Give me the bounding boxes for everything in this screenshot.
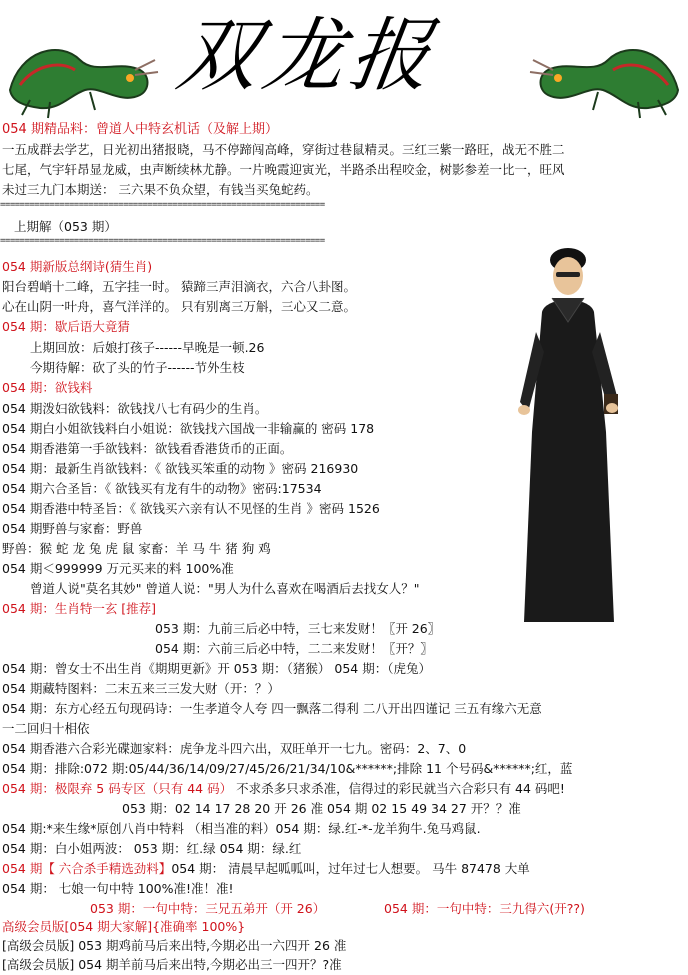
limit-line	[2, 779, 565, 799]
zodiac-prev: 053 期：九前三后必中特，三七来发财！〖开 26〗	[155, 621, 441, 636]
killer-title: 054 期【 六合杀手精选劲料】	[2, 861, 172, 876]
dragon-right-illustration	[528, 30, 688, 120]
riddle-current: 今期待解：砍了头的竹子------节外生枝	[30, 360, 245, 375]
beasts-title: 054 期野兽与家畜：野兽	[2, 521, 143, 536]
newspaper-title: 双龙报	[171, 9, 443, 102]
zodiac-current: 054 期：六前三后必中特，二二来发财！〖开？〗	[155, 641, 433, 656]
disc-line: 054 期香港六合彩光碟迦家料：虎争龙斗四六出，双旺单开一七九。密码：2、7、0	[2, 741, 467, 756]
wish-line: 054 期六合圣旨：《 欲钱买有龙有牛的动物》密码:17534	[2, 481, 322, 496]
one-phrase-prev: 053 期：一句中特：三兄五弟开（开 26）	[90, 901, 326, 916]
wish-line: 054 期白小姐欲钱料白小姐说：欲钱找六国战一非输赢的 密码 178	[2, 421, 375, 436]
masthead	[0, 0, 688, 122]
wish-line: 054 期香港第一手欲钱料：欲钱看香港货币的正面。	[2, 441, 293, 456]
exclude-line: 054 期：排除:072 期:05/44/36/14/09/27/45/26/21/34/10&******;排除 11 个号码&******;红，蓝	[2, 761, 573, 776]
separator-line: ==================================================================	[0, 200, 325, 210]
one-phrase-current: 054 期：一句中特：三九得六(开??)	[384, 901, 585, 916]
miss-zodiac-line: 054 期：曾女士不出生肖《期期更新》开 053 期：（猪猴） 054 期：（虎兔）	[2, 661, 431, 676]
killer-line	[2, 859, 530, 879]
wish-line: 054 期香港中特圣旨：《 欲钱买六亲有认不见怪的生肖 》密码 1526	[2, 501, 380, 516]
vip-line: [高级会员版] 053 期鸡前马后来出特,今期必出一六四开 26 准	[2, 938, 347, 953]
limit-desc: 不求杀多只求杀准，信得过的彩民就当六合彩只有 44 码吧!	[232, 781, 565, 796]
verse-line: 一五成群去学艺，日光初出猪报晓，马不停蹄闯高峰，穿街过巷鼠精灵。三红三紫一路旺，战无不胜二	[2, 142, 565, 157]
numbers-line: 053 期：02 14 17 28 20 开 26 准 054 期 02 15 49 34 27 开？？准	[122, 801, 521, 816]
two-waves-line: 054 期：白小姐两波： 053 期：红.绿 054 期：绿.红	[2, 841, 302, 856]
man-portrait-illustration	[506, 232, 626, 624]
limit-title: 054 期：极限弃 5 码专区（只有 44 码）	[2, 781, 233, 796]
afterlife-line: 054 期:*来生缘*原创八肖中特料 （相当准的料）054 期：绿.红-*-龙羊狗牛.兔马鸡鼠.	[2, 821, 481, 836]
expensive-tip: 054 期＜999999 万元买来的料 100%准	[2, 561, 234, 576]
quote-line: 曾道人说"莫名其妙" 曾道人说："男人为什么喜欢在喝酒后去找女人？"	[30, 581, 420, 596]
verse-line: 七尾，气宇轩昂显龙威，虫声断续林尤静。一片晚霞迎寅光，半路杀出程咬金，树影参差一比一，旺风	[2, 162, 565, 177]
poem-line: 阳台碧峭十二峰，五字挂一时。 猿蹄三声泪滴衣，六合八卦图。	[2, 279, 356, 294]
riddle-previous: 上期回放：后娘打孩子------早晚是一顿.26	[30, 340, 265, 355]
vip-title: 高级会员版[054 期大家解]{准确率 100%}	[2, 919, 246, 934]
verse-line: 未过三九门本期送： 三六果不负众望，有钱当买兔蛇药。	[2, 182, 319, 197]
previous-issue-explanation: 上期解（053 期）	[14, 219, 117, 234]
wish-line: 054 期：最新生肖欲钱料：《 欲钱买笨重的动物 》密码 216930	[2, 461, 359, 476]
headline-mystery-phrase: 054 期精品料：曾道人中特玄机话（及解上期）	[2, 122, 278, 137]
section-title-poem: 054 期新版总纲诗(猜生肖)	[2, 259, 153, 274]
section-title-riddle: 054 期：歇后语大竟猜	[2, 319, 130, 334]
poem-line: 心在山阴一叶舟，喜气洋洋的。 只有别离三万斛，三心又二意。	[2, 299, 356, 314]
section-title-zodiac: 054 期：生肖特一玄 [推荐]	[2, 601, 157, 616]
section-title-wish: 054 期：欲钱料	[2, 380, 93, 395]
separator-line: ==================================================================	[0, 236, 325, 246]
vip-line: [高级会员版] 054 期羊前马后来出特,今期必出三一四开？?准	[2, 957, 342, 972]
seventh-aunt-line: 054 期： 七娘一句中特 100%准!准！准!	[2, 881, 234, 896]
sutra-poem-cont: 一二回归十相依	[2, 721, 90, 736]
dragon-left-illustration	[0, 30, 160, 120]
wish-line: 054 期泼妇欲钱料：欲钱找八七有码少的生肖。	[2, 401, 268, 416]
hidden-picture-line: 054 期藏特图料：二末五来三三发大财（开：？）	[2, 681, 280, 696]
sutra-poem-line: 054 期：东方心经五句现码诗：一生孝道令人夸 四一飘落二得利 二八开出四谨记 三五有缘六无意	[2, 701, 542, 716]
killer-desc: 054 期： 清晨早起呱呱叫，过年过七人想要。 马牛 87478 大单	[171, 861, 530, 876]
beasts-list: 野兽：猴 蛇 龙 兔 虎 鼠 家畜：羊 马 牛 猪 狗 鸡	[2, 541, 271, 556]
